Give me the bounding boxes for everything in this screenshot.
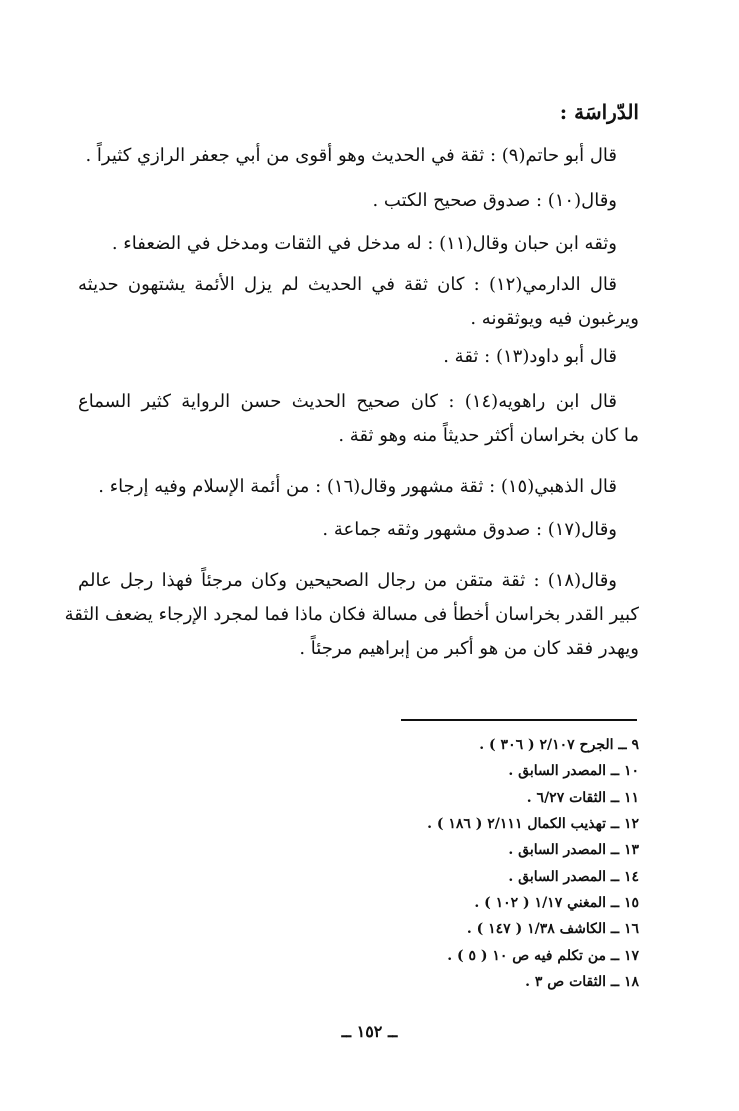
body-line: وثقه ابن حبان وقال(١١) : له مدخل في الثقات ومدخل في الضعفاء .: [111, 233, 617, 254]
body-line: ويرغبون فيه ويوثقونه .: [470, 308, 639, 329]
body-line: قال الدارمي(١٢) : كان ثقة في الحديث لم يزل الأئمة يشتهون حديثه: [78, 274, 618, 295]
body-line: قال ابن راهويه(١٤) : كان صحيح الحديث حسن الرواية كثير السماع: [78, 391, 617, 412]
footnote-item: ١٨ ــ الثقات ص ٣ .: [525, 974, 639, 990]
footnote-item: ٩ ــ الجرح ٢/١٠٧ ( ٣٠٦ ) .: [479, 737, 639, 753]
body-line: قال أبو داود(١٣) : ثقة .: [443, 346, 617, 367]
body-line: وقال(١٠) : صدوق صحيح الكتب .: [372, 190, 617, 211]
body-line: كبير القدر بخراسان أخطأ فى مسالة فكان ماذا فما لمجرد الإرجاء يضعف الثقة: [64, 604, 639, 625]
footnote-item: ١٦ ــ الكاشف ١/٣٨ ( ١٤٧ ) .: [466, 921, 639, 937]
body-line: وقال(١٧) : صدوق مشهور وثقه جماعة .: [322, 519, 617, 540]
footnote-item: ١٢ ــ تهذيب الكمال ٢/١١١ ( ١٨٦ ) .: [427, 816, 639, 832]
footnote-item: ١٠ ــ المصدر السابق .: [508, 763, 639, 779]
body-line: قال أبو حاتم(٩) : ثقة في الحديث وهو أقوى من أبي جعفر الرازي كثيراً .: [85, 145, 617, 166]
body-line: قال الذهبي(١٥) : ثقة مشهور وقال(١٦) : من أئمة الإسلام وفيه إرجاء .: [98, 476, 617, 497]
footnote-item: ١٧ ــ من تكلم فيه ص ١٠ ( ٥ ) .: [447, 948, 639, 964]
body-line: ويهدر فقد كان من هو أكبر من إبراهيم مرجئاً .: [299, 638, 639, 659]
body-line: وقال(١٨) : ثقة متقن من رجال الصحيحين وكان مرجئاً فهذا رجل عالم: [78, 570, 617, 591]
section-heading: الدّراسَة :: [559, 100, 639, 124]
body-line: ما كان بخراسان أكثر حديثاً منه وهو ثقة .: [338, 425, 639, 446]
footnote-item: ١٥ ــ المغني ١/١٧ ( ١٠٢ ) .: [474, 895, 639, 911]
footnote-item: ١٣ ــ المصدر السابق .: [508, 842, 639, 858]
footnote-item: ١١ ــ الثقات ٦/٢٧ .: [526, 790, 639, 806]
footnote-item: ١٤ ــ المصدر السابق .: [508, 869, 639, 885]
footnote-divider: [401, 719, 637, 721]
page-number: ــ ١٥٢ ــ: [341, 1022, 398, 1041]
